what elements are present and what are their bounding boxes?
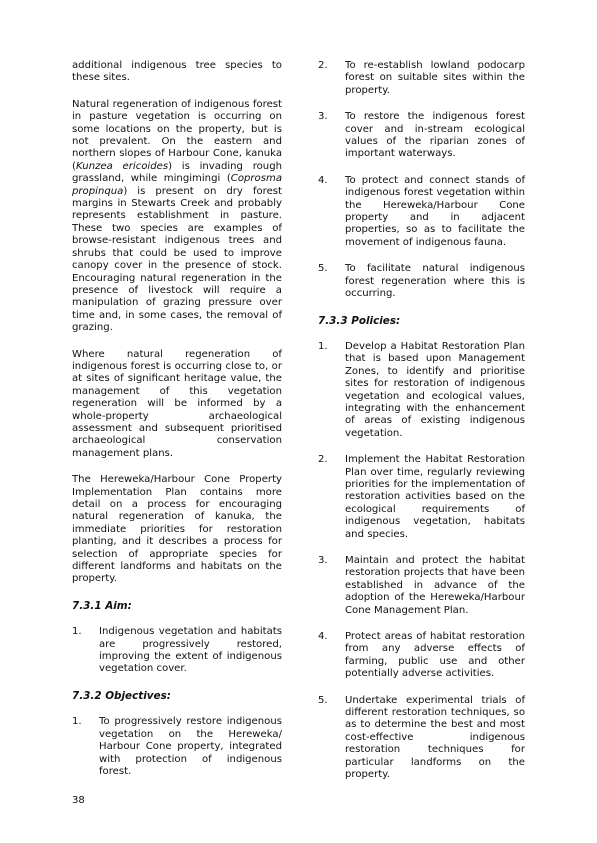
objective-item bbox=[318, 60, 525, 97]
list-text: To facilitate natural indigenous forest regeneration where this is occurring. bbox=[345, 263, 525, 300]
policy-item bbox=[318, 555, 525, 617]
list-number: 4. bbox=[318, 631, 328, 643]
policy-item bbox=[318, 454, 525, 541]
objective-item bbox=[318, 263, 525, 300]
species-name-mingimingi: Coprosma propinqua bbox=[72, 173, 282, 197]
list-number: 1. bbox=[318, 340, 328, 352]
objectives-heading: 7.3.2 Objectives: bbox=[72, 689, 171, 702]
aim-heading: 7.3.1 Aim: bbox=[72, 599, 132, 612]
paragraph-natural-regeneration bbox=[72, 99, 282, 335]
list-text: Protect areas of habitat restoration from any adverse effects of farming, public use and other potentially adverse activities. bbox=[345, 631, 525, 680]
list-text: To protect and connect stands of indigenous forest vegetation within the Hereweka/Harbour Cone property and in adjacent properties, so as to facilitate the movement of indigenous fauna. bbox=[345, 174, 525, 248]
list-number: 3. bbox=[318, 111, 328, 123]
objective-item bbox=[72, 716, 282, 778]
list-number: 1. bbox=[72, 716, 82, 728]
objective-item bbox=[318, 111, 525, 161]
list-number: 5. bbox=[318, 263, 328, 275]
text-segment: ) is present on dry forest margins in Stewarts Creek and probably represents establishment in pasture. These two species are examples of browse-resistant indigenous trees and shrubs that could be used to improve canopy cover in the presence of stock. Encouraging natural regeneration in the presence of livestock will require a manipulation of grazing pressure over time and, in some cases, the removal of grazing. bbox=[72, 185, 282, 334]
left-column bbox=[72, 60, 282, 792]
list-text: To restore the indigenous forest cover and in-stream ecological values of the riparian zones of important waterways. bbox=[345, 111, 525, 160]
list-text: To re-establish lowland podocarp forest on suitable sites within the property. bbox=[345, 60, 525, 96]
policy-item bbox=[318, 341, 525, 440]
list-number: 3. bbox=[318, 555, 328, 566]
policies-heading: 7.3.3 Policies: bbox=[318, 314, 401, 327]
list-number: 2. bbox=[318, 454, 328, 466]
paragraph-continuation: additional indigenous tree species to these sites. bbox=[72, 60, 282, 84]
objective-item bbox=[318, 175, 525, 249]
list-text: To progressively restore indigenous vegetation on the Hereweka/ Harbour Cone property, integrated with protection of indigenous forest. bbox=[99, 716, 282, 777]
aim-item bbox=[72, 626, 282, 676]
policy-item bbox=[318, 631, 525, 681]
right-column bbox=[318, 60, 525, 796]
list-number: 4. bbox=[318, 174, 328, 186]
text-segment: ) is invading rough grassland, while mingimingi ( bbox=[72, 160, 282, 185]
policy-item bbox=[318, 695, 525, 782]
paragraph-heritage: Where natural regeneration of indigenous forest is occurring close to, or at sites of significant heritage value, the management of this vegetation regeneration will be informed by a whole-property archaeological assessment and subsequent prioritised archaeological conservation management plans. bbox=[72, 348, 282, 459]
list-text: Undertake experimental trials of different restoration techniques, so as to determine the best and most cost-effective indigenous restoration techniques for particular landforms on the property. bbox=[345, 694, 525, 781]
list-text: Implement the Habitat Restoration Plan over time, regularly reviewing priorities for the implementation of restoration activities based on the ecological requirements of indigenous vegetation, habitats and species. bbox=[345, 454, 525, 540]
page-number: 38 bbox=[72, 795, 85, 806]
list-number: 2. bbox=[318, 60, 328, 71]
list-number: 5. bbox=[318, 694, 328, 706]
text-segment: Natural regeneration of indigenous forest in pasture vegetation is occurring on some locations on the property, but is not prevalent. On the eastern and northern slopes of Harbour Cone, kanuka ( bbox=[72, 98, 282, 172]
paragraph-implementation-plan: The Hereweka/Harbour Cone Property Implementation Plan contains more detail on a process for encouraging natural regeneration of kanuka, the immediate priorities for restoration planting, and it describes a process for selection of appropriate species for different landforms and habitats on the property. bbox=[72, 474, 282, 585]
list-number: 1. bbox=[72, 626, 82, 638]
list-text: Indigenous vegetation and habitats are progressively restored, improving the extent of indigenous vegetation cover. bbox=[99, 626, 282, 675]
list-text: Develop a Habitat Restoration Plan that is based upon Management Zones, to identify and prioritise sites for restoration of indigenous vegetation and ecological values, integrating with the enhancement of areas of existing indigenous vegetation. bbox=[345, 340, 525, 439]
list-text: Maintain and protect the habitat restoration projects that have been established in advance of the adoption of the Hereweka/Harbour Cone Management Plan. bbox=[345, 555, 525, 616]
species-name-kanuka: Kunzea ericoides bbox=[75, 160, 169, 172]
